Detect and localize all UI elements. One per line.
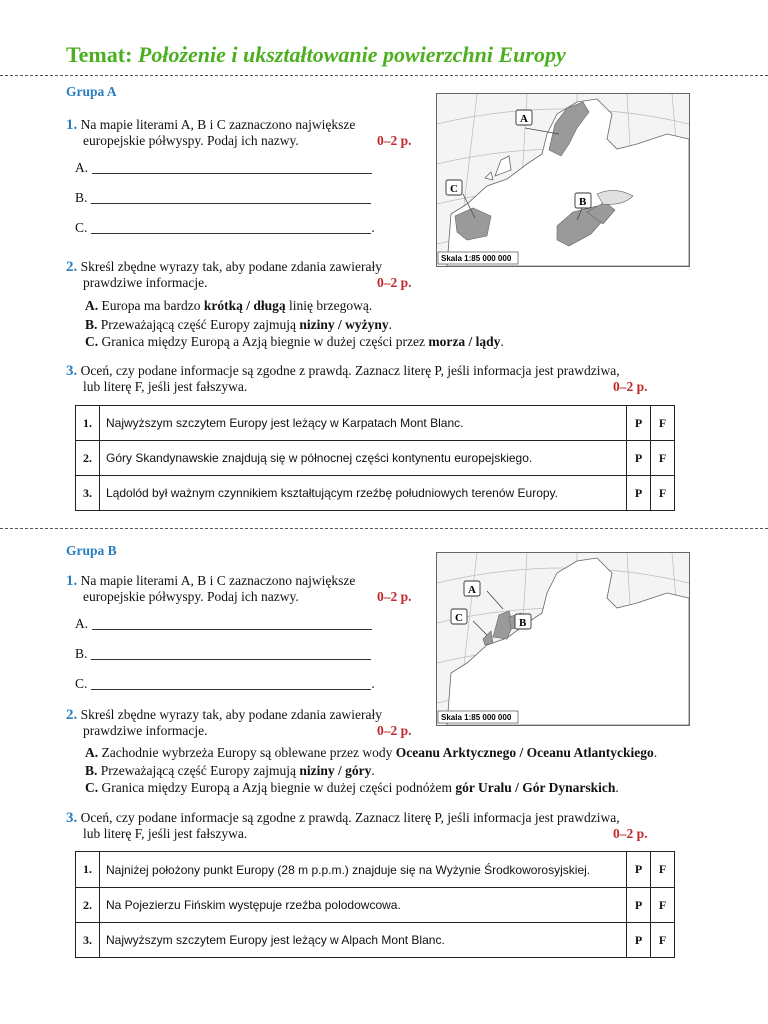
q-number: 2. (66, 259, 78, 275)
group-a-q1 (66, 117, 355, 149)
group-b-q1 (66, 573, 355, 605)
points: 0–2 p. (377, 589, 412, 604)
table-row: 2. Na Pojezierzu Fińskim występuje rzeźba polodowcowa. P F (76, 888, 675, 923)
page-title (66, 42, 566, 68)
answer-blank[interactable]: B. (75, 190, 371, 206)
sentence: C. Granica między Europą a Azją biegnie w dużej części przez morza / lądy. (85, 334, 504, 349)
map-label: A (520, 113, 528, 125)
option-pair[interactable]: niziny / góry (299, 763, 372, 778)
true-option[interactable]: P (627, 406, 651, 441)
sentence: A. Europa ma bardzo krótką / długą linię brzegową. (85, 298, 373, 313)
statement: Lądolód był ważnym czynnikiem kształtującym rzeźbę południowych terenów Europy. (100, 476, 627, 511)
sentence: C. Granica między Europą a Azją biegnie w dużej części podnóżem gór Uralu / Gór Dynarskich. (85, 780, 619, 795)
q-text: Na mapie literami A, B i C zaznaczono największe (80, 117, 356, 132)
answer-blank[interactable]: C. . (75, 676, 375, 691)
false-option[interactable]: F (651, 923, 675, 958)
q-text: prawdziwe informacje. (83, 723, 208, 738)
statement: Najniżej położony punkt Europy (28 m p.p.m.) znajduje się na Wyżynie Środkoworosyjskiej. (100, 852, 627, 888)
map-label: A (468, 584, 476, 596)
title-subject: Położenie i ukształtowanie powierzchni Europy (137, 42, 566, 67)
map-label: C (450, 183, 458, 195)
true-false-table-a (75, 405, 675, 511)
statement: Najwyższym szczytem Europy jest leżący w Karpatach Mont Blanc. (100, 406, 627, 441)
q-number: 3. (66, 363, 78, 379)
table-row: 3. Najwyższym szczytem Europy jest leżący w Alpach Mont Blanc. P F (76, 923, 675, 958)
divider (0, 528, 768, 529)
map-label: B (579, 196, 587, 208)
q-number: 2. (66, 707, 78, 723)
q-text: lub literę F, jeśli jest fałszywa. (83, 379, 248, 394)
q-number: 1. (66, 573, 78, 589)
sentence: B. Przeważającą część Europy zajmują niziny / góry. (85, 763, 375, 778)
q-text: europejskie półwyspy. Podaj ich nazwy. (83, 133, 299, 148)
true-option[interactable]: P (627, 476, 651, 511)
table-row: 1. Najwyższym szczytem Europy jest leżący w Karpatach Mont Blanc. P F (76, 406, 675, 441)
statement: Na Pojezierzu Fińskim występuje rzeźba polodowcowa. (100, 888, 627, 923)
sentence: A. Zachodnie wybrzeża Europy są oblewane przez wody Oceanu Arktycznego / Oceanu Atlantyckiego. (85, 745, 658, 760)
q-text: Skreśl zbędne wyrazy tak, aby podane zdania zawierały (80, 707, 382, 722)
answer-blank[interactable]: C. . (75, 220, 375, 235)
false-option[interactable]: F (651, 406, 675, 441)
title-prefix: Temat: (66, 42, 133, 67)
option-pair[interactable]: Oceanu Arktycznego / Oceanu Atlantyckiego (395, 745, 654, 760)
points: 0–2 p. (613, 826, 648, 841)
q-number: 1. (66, 117, 78, 133)
group-a-q2 (66, 259, 382, 291)
true-option[interactable]: P (627, 888, 651, 923)
divider (0, 75, 768, 76)
false-option[interactable]: F (651, 441, 675, 476)
q-text: lub literę F, jeśli jest fałszywa. (83, 826, 248, 841)
q-text: prawdziwe informacje. (83, 275, 208, 290)
sentence: B. Przeważającą część Europy zajmują niziny / wyżyny. (85, 317, 393, 332)
group-b-q3 (66, 810, 620, 842)
map-europe-a (436, 93, 690, 267)
option-pair[interactable]: krótką / długą (203, 298, 286, 313)
answer-blank[interactable]: A. (75, 616, 372, 632)
group-b-q2 (66, 707, 382, 739)
group-a-heading: Grupa A (66, 84, 117, 99)
group-b-heading: Grupa B (66, 543, 117, 558)
q-text: Oceń, czy podane informacje są zgodne z prawdą. Zaznacz literę P, jeśli informacja jest prawdziwa, (80, 363, 620, 378)
q-text: europejskie półwyspy. Podaj ich nazwy. (83, 589, 299, 604)
true-option[interactable]: P (627, 441, 651, 476)
true-false-table-b (75, 851, 675, 958)
points: 0–2 p. (377, 723, 412, 738)
false-option[interactable]: F (651, 852, 675, 888)
map-label: B (519, 617, 527, 629)
map-europe-b (436, 552, 690, 726)
q-text: Na mapie literami A, B i C zaznaczono największe (80, 573, 356, 588)
table-row: 2. Góry Skandynawskie znajdują się w północnej części kontynentu europejskiego. P F (76, 441, 675, 476)
map-scale: Skala 1:85 000 000 (441, 254, 512, 263)
q-number: 3. (66, 810, 78, 826)
points: 0–2 p. (377, 133, 412, 148)
option-pair[interactable]: niziny / wyżyny (299, 317, 389, 332)
map-scale: Skala 1:85 000 000 (441, 713, 512, 722)
option-pair[interactable]: gór Uralu / Gór Dynarskich (455, 780, 616, 795)
table-row: 3. Lądolód był ważnym czynnikiem kształtującym rzeźbę południowych terenów Europy. P F (76, 476, 675, 511)
statement: Góry Skandynawskie znajdują się w północnej części kontynentu europejskiego. (100, 441, 627, 476)
false-option[interactable]: F (651, 888, 675, 923)
points: 0–2 p. (613, 379, 648, 394)
answer-blank[interactable]: B. (75, 646, 371, 662)
map-europe-a-svg (437, 94, 689, 266)
q-text: Skreśl zbędne wyrazy tak, aby podane zdania zawierały (80, 259, 382, 274)
option-pair[interactable]: morza / lądy (428, 334, 501, 349)
map-label: C (455, 612, 463, 624)
true-option[interactable]: P (627, 852, 651, 888)
true-option[interactable]: P (627, 923, 651, 958)
map-europe-b-svg (437, 553, 689, 725)
answer-blank[interactable]: A. (75, 160, 372, 176)
statement: Najwyższym szczytem Europy jest leżący w Alpach Mont Blanc. (100, 923, 627, 958)
table-row: 1. Najniżej położony punkt Europy (28 m p.p.m.) znajduje się na Wyżynie Środkoworosyjskiej. P F (76, 852, 675, 888)
points: 0–2 p. (377, 275, 412, 290)
group-a-q3 (66, 363, 620, 395)
q-text: Oceń, czy podane informacje są zgodne z prawdą. Zaznacz literę P, jeśli informacja jest prawdziwa, (80, 810, 620, 825)
false-option[interactable]: F (651, 476, 675, 511)
